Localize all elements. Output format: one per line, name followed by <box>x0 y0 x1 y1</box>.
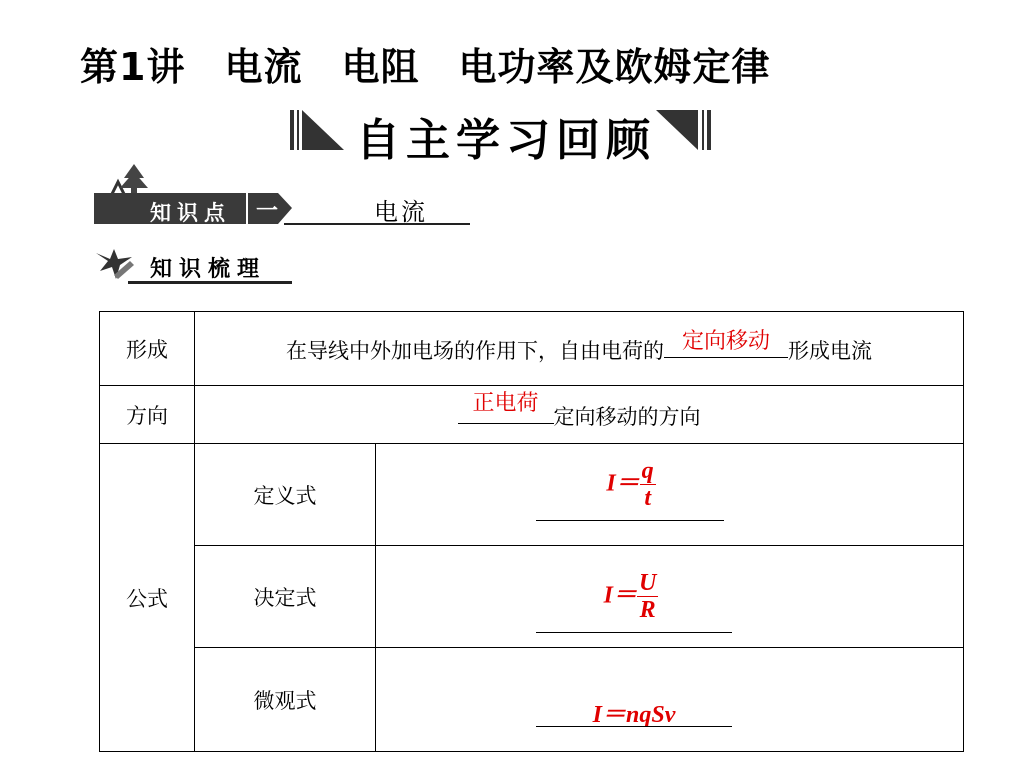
knowledge-point-number: 一 <box>256 199 279 224</box>
formula-label-determination: 决定式 <box>195 546 376 648</box>
section-heading: 知识梳理 <box>150 257 267 282</box>
direction-blank <box>458 390 554 424</box>
page-title: 第1讲 电流 电阻 电功率及欧姆定律 <box>80 45 771 89</box>
formation-answer: 定向移动 <box>681 328 770 354</box>
formula-lhs: I＝ <box>603 582 637 609</box>
formula-cell-microscopic <box>376 648 964 752</box>
table-row-microscopic <box>100 648 964 752</box>
denominator: t <box>644 485 651 511</box>
formation-text-after: 形成电流 <box>788 338 872 363</box>
formula-cell-definition <box>376 444 964 546</box>
knowledge-point-label: 知识点 <box>150 201 231 225</box>
direction-answer: 正电荷 <box>472 390 539 416</box>
numerator: q <box>641 458 654 484</box>
formula-microscopic <box>536 694 732 729</box>
knowledge-point-topic: 电流 <box>374 198 428 226</box>
row-header-formula: 公式 <box>100 444 195 752</box>
table-row-formation <box>100 312 964 386</box>
fraction <box>637 570 658 623</box>
formula-underline <box>536 726 732 727</box>
topic-underline <box>284 223 470 225</box>
numerator: U <box>639 570 657 596</box>
table-row-direction <box>100 386 964 444</box>
direction-cell <box>195 386 964 444</box>
table-row-definition <box>100 444 964 546</box>
formula-definition <box>536 458 726 511</box>
row-header-direction: 方向 <box>100 386 195 444</box>
fraction <box>640 458 656 511</box>
formula-lhs: I＝ <box>606 470 640 497</box>
row-header-formation: 形成 <box>100 312 195 386</box>
section-banner-title: 自主学习回顾 <box>356 115 656 166</box>
formula-text: I＝nqSv <box>592 702 676 728</box>
formula-label-microscopic: 微观式 <box>195 648 376 752</box>
formation-blank <box>664 328 788 358</box>
formula-cell-determination <box>376 546 964 648</box>
direction-text-after: 定向移动的方向 <box>553 404 701 429</box>
star-pencil-icon <box>94 249 134 283</box>
knowledge-table <box>99 311 964 752</box>
formation-cell <box>195 312 964 386</box>
section-underline <box>128 281 292 284</box>
denominator: R <box>639 597 656 623</box>
formula-label-definition: 定义式 <box>195 444 376 546</box>
formula-determination <box>536 570 726 623</box>
formula-underline <box>536 632 732 633</box>
formula-underline <box>536 520 724 521</box>
formation-text-before: 在导线中外加电场的作用下，自由电荷的 <box>286 338 664 363</box>
table-row-determination <box>100 546 964 648</box>
